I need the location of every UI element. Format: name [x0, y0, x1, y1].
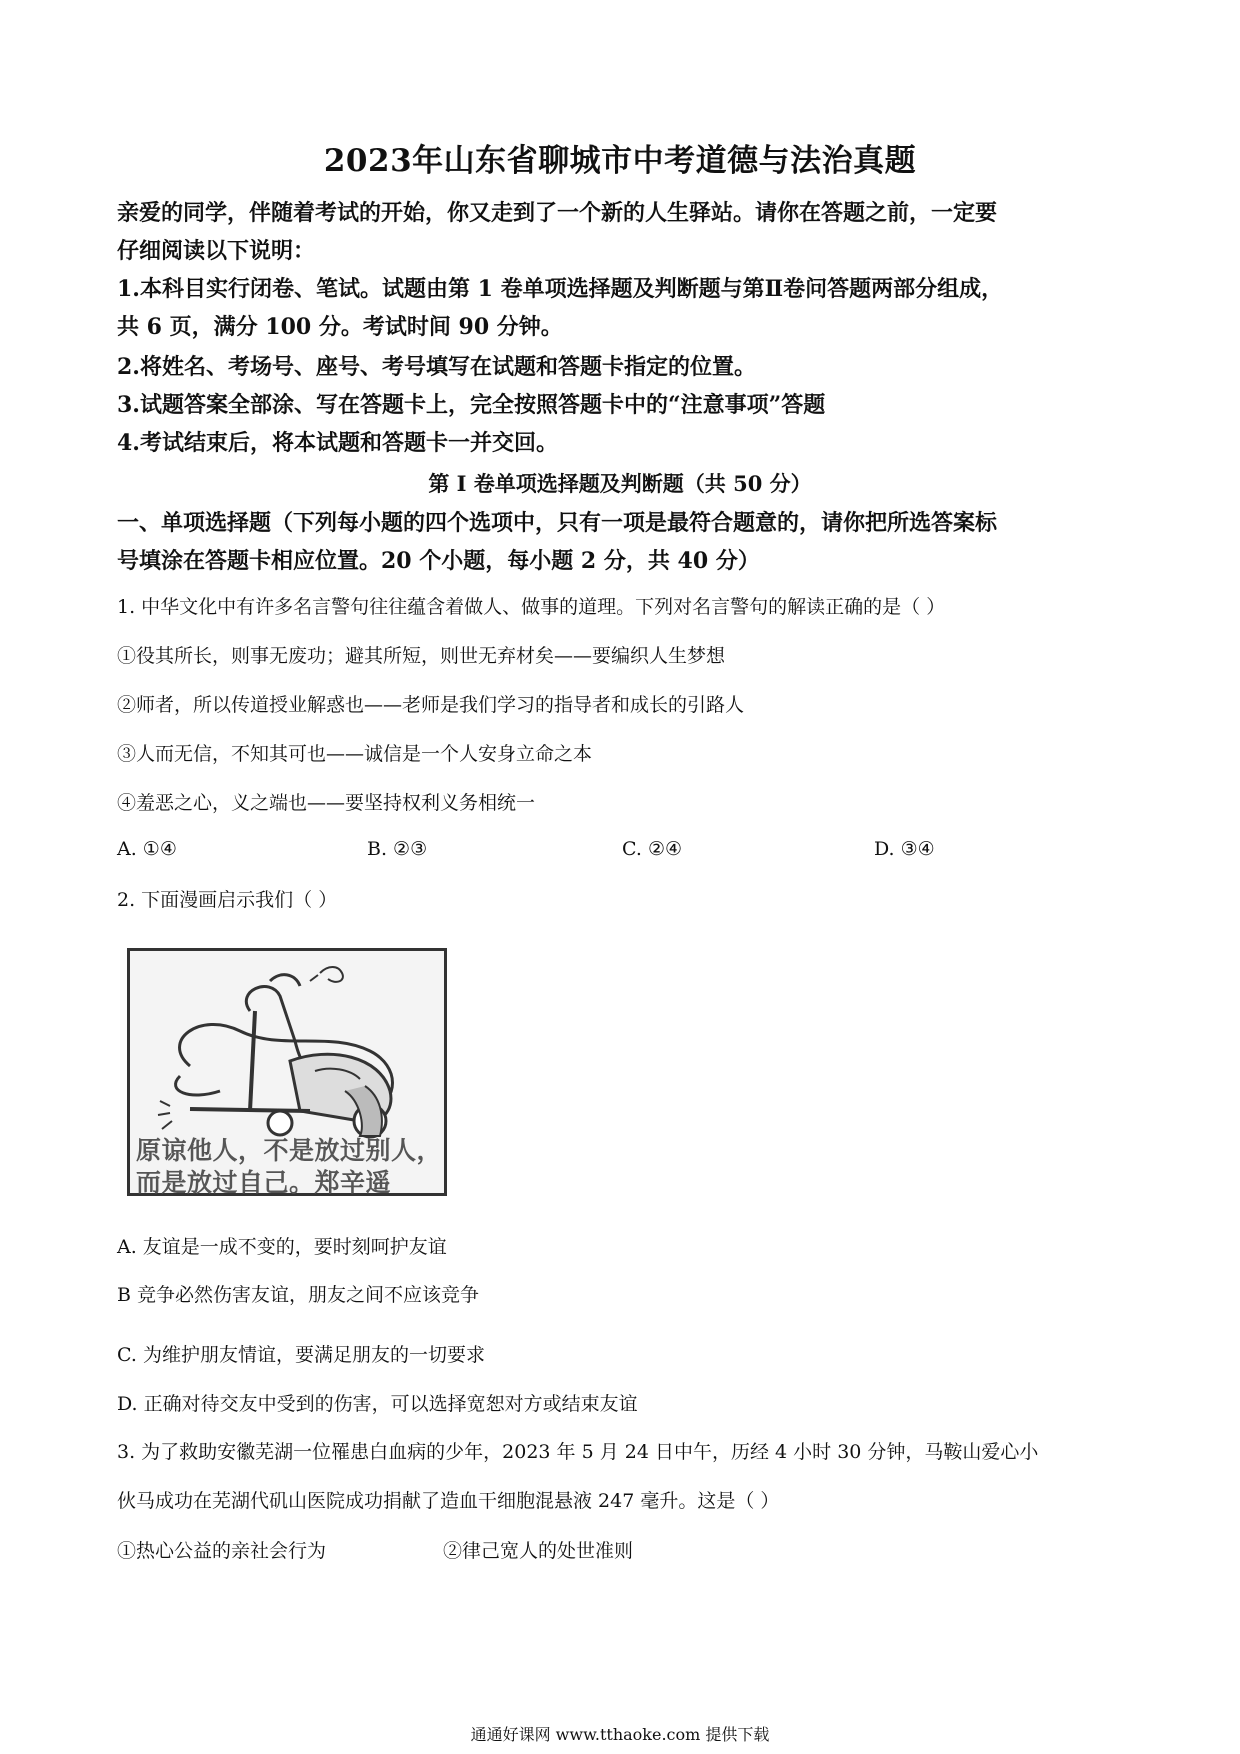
q2-option-b: B 竞争必然伤害友谊，朋友之间不应该竞争: [117, 1284, 480, 1306]
comic-caption-line-1: 原谅他人，不是放过别人，: [136, 1136, 443, 1165]
section-title: 第 I 卷单项选择题及判断题（共 50 分）: [428, 471, 812, 496]
q2-option-a: A. 友谊是一成不变的，要时刻呵护友谊: [117, 1236, 447, 1258]
q1-option-d: D. ③④: [874, 838, 935, 860]
q1-item-2: ②师者，所以传道授业解惑也——老师是我们学习的指导者和成长的引路人: [117, 694, 745, 716]
q3-stem-line-2: 伙马成功在芜湖代矶山医院成功捐献了造血干细胞混悬液 247 毫升。这是（ ）: [117, 1490, 780, 1512]
q3-stem-line-1: 3. 为了救助安徽芜湖一位罹患白血病的少年，2023 年 5 月 24 日中午，历经 4 小时 30 分钟，马鞍山爱心小: [117, 1441, 1039, 1463]
intro-line-3: 1.本科目实行闭卷、笔试。试题由第 1 卷单项选择题及判断题与第Ⅱ卷问答题两部分组成，: [117, 276, 1004, 302]
intro-line-1: 亲爱的同学，伴随着考试的开始，你又走到了一个新的人生驿站。请你在答题之前，一定要: [117, 200, 998, 226]
page-footer: 通通好课网 www.tthaoke.com 提供下载: [470, 1725, 770, 1744]
q2-option-d: D. 正确对待交友中受到的伤害，可以选择宽恕对方或结束友谊: [117, 1393, 638, 1415]
intro-line-5: 2.将姓名、考场号、座号、考号填写在试题和答题卡指定的位置。: [117, 354, 756, 380]
q2-stem: 2. 下面漫画启示我们（ ）: [117, 889, 338, 911]
intro-line-7: 4.考试结束后，将本试题和答题卡一并交回。: [117, 430, 558, 456]
q1-stem: 1. 中华文化中有许多名言警句往往蕴含着做人、做事的道理。下列对名言警句的解读正确的是（ ）: [117, 596, 946, 618]
q1-option-c: C. ②④: [622, 838, 683, 860]
q3-item-2: ②律己宽人的处世准则: [443, 1540, 634, 1562]
part-one-instruction-2: 号填涂在答题卡相应位置。20 个小题，每小题 2 分，共 40 分）: [117, 548, 760, 574]
part-one-instruction-1: 一、单项选择题（下列每小题的四个选项中，只有一项是最符合题意的，请你把所选答案标: [117, 510, 998, 536]
q3-item-1: ①热心公益的亲社会行为: [117, 1540, 327, 1562]
q1-option-b: B. ②③: [367, 838, 428, 860]
intro-line-2: 仔细阅读以下说明：: [117, 238, 316, 264]
q1-item-1: ①役其所长，则事无废功；避其所短，则世无弃材矣——要编织人生梦想: [117, 645, 726, 667]
q1-option-a: A. ①④: [117, 838, 177, 860]
comic-illustration: [127, 948, 447, 1196]
intro-line-4: 共 6 页，满分 100 分。考试时间 90 分钟。: [117, 314, 563, 340]
q1-item-3: ③人而无信，不知其可也——诚信是一个人安身立命之本: [117, 743, 593, 765]
q2-option-c: C. 为维护朋友情谊，要满足朋友的一切要求: [117, 1344, 485, 1366]
comic-caption-line-2: 而是放过自己。郑辛遥: [136, 1168, 392, 1197]
page-title: 2023年山东省聊城市中考道德与法治真题: [323, 143, 917, 179]
q1-item-4: ④羞恶之心，义之端也——要坚持权利义务相统一: [117, 792, 536, 814]
intro-line-6: 3.试题答案全部涂、写在答题卡上，完全按照答题卡中的“注意事项”答题: [117, 392, 826, 418]
